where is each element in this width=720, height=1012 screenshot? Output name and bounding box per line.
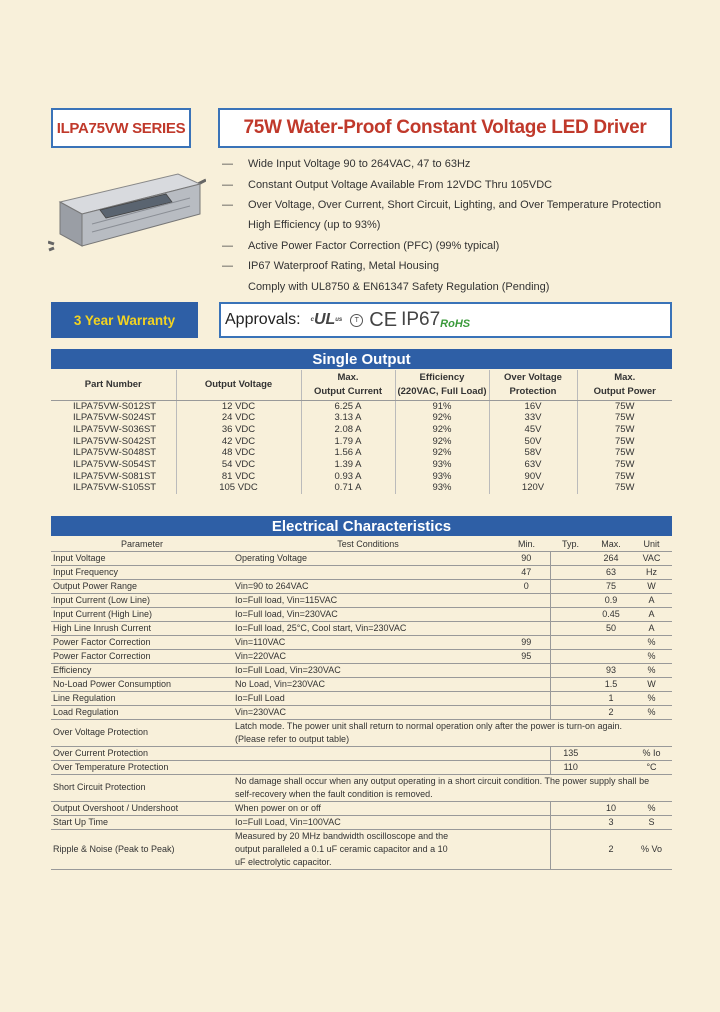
table-cell: % xyxy=(631,705,672,719)
approvals-box xyxy=(219,302,672,338)
table-cell: 42 VDC xyxy=(176,436,301,448)
table-row xyxy=(51,705,672,719)
table-cell xyxy=(503,801,550,815)
table-cell: 1.79 A xyxy=(301,436,395,448)
ip67-mark: IP67 xyxy=(401,309,441,330)
table-cell: Output Power Range xyxy=(51,579,233,593)
table-cell: Short Circuit Protection xyxy=(51,774,233,801)
table-cell xyxy=(550,565,591,579)
table-cell: % xyxy=(631,801,672,815)
table-row xyxy=(51,412,672,424)
table-cell: 110 xyxy=(550,760,591,774)
approvals-label: Approvals: xyxy=(225,311,301,328)
table-cell: 75W xyxy=(614,400,635,412)
safety-mark-icon: T xyxy=(350,314,363,327)
table-cell xyxy=(550,593,591,607)
table-cell: No-Load Power Consumption xyxy=(51,677,233,691)
ce-mark-icon: CE xyxy=(369,308,398,331)
table-cell: No Load, Vin=230VAC xyxy=(233,677,503,691)
column-header: Part Number xyxy=(51,370,176,400)
table-cell: Io=Full load, Vin=115VAC xyxy=(233,593,503,607)
table-cell: Operating Voltage xyxy=(233,551,503,565)
table-row xyxy=(51,579,672,593)
table-row xyxy=(51,621,672,635)
table-row xyxy=(51,719,672,746)
table-cell xyxy=(550,705,591,719)
table-cell: ILPA75VW-S042ST xyxy=(51,436,176,448)
electrical-body xyxy=(51,551,672,869)
table-cell: 2.08 A xyxy=(301,424,395,436)
table-cell: W xyxy=(631,579,672,593)
table-cell: 75W xyxy=(614,482,635,494)
table-cell: 3.13 A xyxy=(301,412,395,424)
feature-item: High Efficiency (up to 93%) xyxy=(248,219,381,232)
column-header: Test Conditions xyxy=(233,537,503,551)
table-cell: 16V xyxy=(489,400,577,412)
feature-list xyxy=(222,154,682,297)
table-cell: 50 xyxy=(591,621,631,635)
table-cell xyxy=(233,565,503,579)
table-cell xyxy=(550,663,591,677)
table-row xyxy=(51,424,672,436)
table-cell: ILPA75VW-S105ST xyxy=(51,482,176,494)
table-cell: Over Voltage Protection xyxy=(51,719,233,746)
table-row xyxy=(51,663,672,677)
table-cell: 0 xyxy=(503,579,550,593)
table-cell: A xyxy=(631,607,672,621)
table-cell: 75W xyxy=(614,459,635,471)
table-cell: 75W xyxy=(614,470,635,482)
table-cell: Io=Full load, 25°C, Cool start, Vin=230VAC xyxy=(233,621,503,635)
table-cell: 264 xyxy=(591,551,631,565)
table-cell: 0.45 xyxy=(591,607,631,621)
table-cell: VAC xyxy=(631,551,672,565)
table-cell xyxy=(591,649,631,663)
table-cell xyxy=(503,593,550,607)
document-title: 75W Water-Proof Constant Voltage LED Driver xyxy=(218,108,672,148)
table-cell xyxy=(550,621,591,635)
table-cell xyxy=(503,746,550,760)
table-cell: 1 xyxy=(591,691,631,705)
table-cell: Over Current Protection xyxy=(51,746,233,760)
table-cell: 75W xyxy=(614,412,635,424)
table-cell: Io=Full Load, Vin=100VAC xyxy=(233,815,503,829)
table-row xyxy=(51,471,672,483)
table-row xyxy=(51,436,672,448)
table-cell: 92% xyxy=(395,424,489,436)
electrical-table xyxy=(51,537,672,870)
table-cell: Power Factor Correction xyxy=(51,635,233,649)
table-row xyxy=(51,459,672,471)
table-cell: No damage shall occur when any output operating in a short circuit condition. The power supply shall be self-recovery when the fault condition is removed. xyxy=(233,774,672,801)
table-cell: Vin=230VAC xyxy=(233,705,503,719)
table-cell: Input Current (Low Line) xyxy=(51,593,233,607)
table-cell: Start Up Time xyxy=(51,815,233,829)
table-cell: Io=Full load, Vin=230VAC xyxy=(233,607,503,621)
table-cell: 93 xyxy=(591,663,631,677)
table-cell: 91% xyxy=(395,400,489,412)
table-cell: 0.93 A xyxy=(301,471,395,483)
table-cell: % xyxy=(631,691,672,705)
table-cell xyxy=(503,691,550,705)
table-cell: 6.25 A xyxy=(301,400,395,412)
table-cell xyxy=(591,635,631,649)
table-cell xyxy=(591,746,631,760)
table-cell: ILPA75VW-S036ST xyxy=(51,424,176,436)
table-row xyxy=(51,691,672,705)
table-cell: 75W xyxy=(614,435,635,447)
table-cell xyxy=(550,635,591,649)
table-cell: 93% xyxy=(395,471,489,483)
table-cell: S xyxy=(631,815,672,829)
table-cell: 36 VDC xyxy=(176,424,301,436)
ul-mark-icon: c UL us xyxy=(310,311,343,328)
table-cell: 120V xyxy=(489,482,577,494)
table-cell: 93% xyxy=(395,459,489,471)
table-row xyxy=(51,551,672,565)
table-cell: 75W xyxy=(614,423,635,435)
table-cell: When power on or off xyxy=(233,801,503,815)
table-cell: A xyxy=(631,621,672,635)
table-cell: Latch mode. The power unit shall return to normal operation only after the power is turn-on again. (Please refer to output table) xyxy=(233,719,672,746)
table-cell xyxy=(550,829,591,869)
table-cell: ILPA75VW-S024ST xyxy=(51,412,176,424)
table-cell xyxy=(591,760,631,774)
column-header: Max. Output Current xyxy=(301,370,395,400)
table-cell xyxy=(503,829,550,869)
table-header-row xyxy=(51,370,672,400)
table-cell: 24 VDC xyxy=(176,412,301,424)
table-row xyxy=(51,607,672,621)
table-cell xyxy=(550,815,591,829)
table-cell: 105 VDC xyxy=(176,482,301,494)
table-row xyxy=(51,829,672,869)
table-cell xyxy=(550,801,591,815)
table-cell: 90 xyxy=(503,551,550,565)
table-cell: 0.9 xyxy=(591,593,631,607)
table-cell: 75 xyxy=(591,579,631,593)
table-cell: 54 VDC xyxy=(176,459,301,471)
feature-item: — Over Voltage, Over Current, Short Circuit, Lighting, and Over Temperature Protection xyxy=(222,198,662,211)
table-cell: 75W xyxy=(614,447,635,459)
table-cell: High Line Inrush Current xyxy=(51,621,233,635)
table-row xyxy=(51,447,672,459)
table-cell: % xyxy=(631,635,672,649)
table-cell: 45V xyxy=(489,424,577,436)
table-cell xyxy=(550,691,591,705)
table-cell: Hz xyxy=(631,565,672,579)
table-cell: 3 xyxy=(591,815,631,829)
table-cell xyxy=(503,760,550,774)
table-row xyxy=(51,400,672,412)
table-cell xyxy=(503,815,550,829)
table-cell: Vin=90 to 264VAC xyxy=(233,579,503,593)
table-cell xyxy=(503,705,550,719)
table-cell: 33V xyxy=(489,412,577,424)
table-cell: 92% xyxy=(395,412,489,424)
table-cell: 1.39 A xyxy=(301,459,395,471)
product-image xyxy=(48,162,206,272)
table-cell: 2 xyxy=(591,829,631,869)
table-cell: Vin=110VAC xyxy=(233,635,503,649)
series-label: ILPA75VW SERIES xyxy=(51,108,191,148)
table-cell: Input Frequency xyxy=(51,565,233,579)
electrical-heading: Electrical Characteristics xyxy=(51,516,672,536)
table-row xyxy=(51,565,672,579)
table-cell: Line Regulation xyxy=(51,691,233,705)
table-row xyxy=(51,593,672,607)
table-cell: 58V xyxy=(489,447,577,459)
table-cell: % Io xyxy=(631,746,672,760)
column-header: Unit xyxy=(631,537,672,551)
column-header: Max. xyxy=(591,537,631,551)
table-cell: Output Overshoot / Undershoot xyxy=(51,801,233,815)
table-cell: 92% xyxy=(395,447,489,459)
feature-item: — Constant Output Voltage Available From 12VDC Thru 105VDC xyxy=(222,178,553,191)
table-cell xyxy=(233,760,503,774)
table-cell: W xyxy=(631,677,672,691)
column-header: Min. xyxy=(503,537,550,551)
table-row xyxy=(51,677,672,691)
table-cell: Io=Full Load xyxy=(233,691,503,705)
table-cell xyxy=(550,677,591,691)
table-cell: 90V xyxy=(489,471,577,483)
table-cell: 81 VDC xyxy=(176,471,301,483)
column-header: Efficiency (220VAC, Full Load) xyxy=(395,370,489,400)
table-cell: 95 xyxy=(503,649,550,663)
table-cell: Vin=220VAC xyxy=(233,649,503,663)
table-cell: 2 xyxy=(591,705,631,719)
table-cell: 63V xyxy=(489,459,577,471)
feature-item: Comply with UL8750 & EN61347 Safety Regulation (Pending) xyxy=(248,280,550,293)
single-output-body xyxy=(51,400,672,494)
table-cell: 92% xyxy=(395,436,489,448)
table-row xyxy=(51,482,672,494)
single-output-table xyxy=(51,370,672,494)
table-cell: 93% xyxy=(395,482,489,494)
table-cell: 47 xyxy=(503,565,550,579)
single-output-heading: Single Output xyxy=(51,349,672,369)
table-cell: ILPA75VW-S054ST xyxy=(51,459,176,471)
table-cell: 135 xyxy=(550,746,591,760)
table-cell xyxy=(503,663,550,677)
table-row xyxy=(51,635,672,649)
table-row xyxy=(51,649,672,663)
column-header: Output Voltage xyxy=(176,370,301,400)
table-cell: % xyxy=(631,663,672,677)
table-cell: °C xyxy=(631,760,672,774)
table-cell: Input Current (High Line) xyxy=(51,607,233,621)
warranty-badge: 3 Year Warranty xyxy=(51,302,198,338)
table-cell: 12 VDC xyxy=(176,400,301,412)
feature-item: — Active Power Factor Correction (PFC) (99% typical) xyxy=(222,239,500,252)
table-cell: 48 VDC xyxy=(176,447,301,459)
table-cell xyxy=(550,579,591,593)
table-cell: 1.56 A xyxy=(301,447,395,459)
column-header: Max. Output Power xyxy=(577,370,672,400)
table-cell xyxy=(550,551,591,565)
table-cell xyxy=(550,607,591,621)
table-cell xyxy=(550,649,591,663)
table-row xyxy=(51,746,672,760)
table-cell xyxy=(503,621,550,635)
table-row xyxy=(51,760,672,774)
column-header: Over Voltage Protection xyxy=(489,370,577,400)
feature-item: — IP67 Waterproof Rating, Metal Housing xyxy=(222,260,439,273)
table-cell: 50V xyxy=(489,436,577,448)
feature-item: — Wide Input Voltage 90 to 264VAC, 47 to 63Hz xyxy=(222,158,471,171)
table-cell: ILPA75VW-S048ST xyxy=(51,447,176,459)
table-cell xyxy=(503,677,550,691)
table-row xyxy=(51,774,672,801)
table-cell: Input Voltage xyxy=(51,551,233,565)
table-header-row xyxy=(51,537,672,551)
table-cell: Io=Full Load, Vin=230VAC xyxy=(233,663,503,677)
table-cell xyxy=(503,607,550,621)
table-cell: 1.5 xyxy=(591,677,631,691)
table-cell: 99 xyxy=(503,635,550,649)
table-cell: % xyxy=(631,649,672,663)
table-cell: Measured by 20 MHz bandwidth oscilloscope and the output paralleled a 0.1 uF ceramic capacitor and a 10 uF electrolytic capacitor. xyxy=(233,829,503,869)
table-cell: Over Temperature Protection xyxy=(51,760,233,774)
column-header: Typ. xyxy=(550,537,591,551)
table-cell: 63 xyxy=(591,565,631,579)
table-cell: Power Factor Correction xyxy=(51,649,233,663)
table-cell: A xyxy=(631,593,672,607)
table-cell: ILPA75VW-S081ST xyxy=(51,471,176,483)
column-header: Parameter xyxy=(51,537,233,551)
table-cell: Load Regulation xyxy=(51,705,233,719)
table-row xyxy=(51,801,672,815)
rohs-mark-icon: RoHS xyxy=(440,318,471,330)
table-cell: ILPA75VW-S012ST xyxy=(51,400,176,412)
table-cell: Ripple & Noise (Peak to Peak) xyxy=(51,829,233,869)
table-cell: Efficiency xyxy=(51,663,233,677)
table-cell: % Vo xyxy=(631,829,672,869)
table-cell xyxy=(233,746,503,760)
table-cell: 0.71 A xyxy=(301,482,395,494)
table-row xyxy=(51,815,672,829)
table-cell: 10 xyxy=(591,801,631,815)
